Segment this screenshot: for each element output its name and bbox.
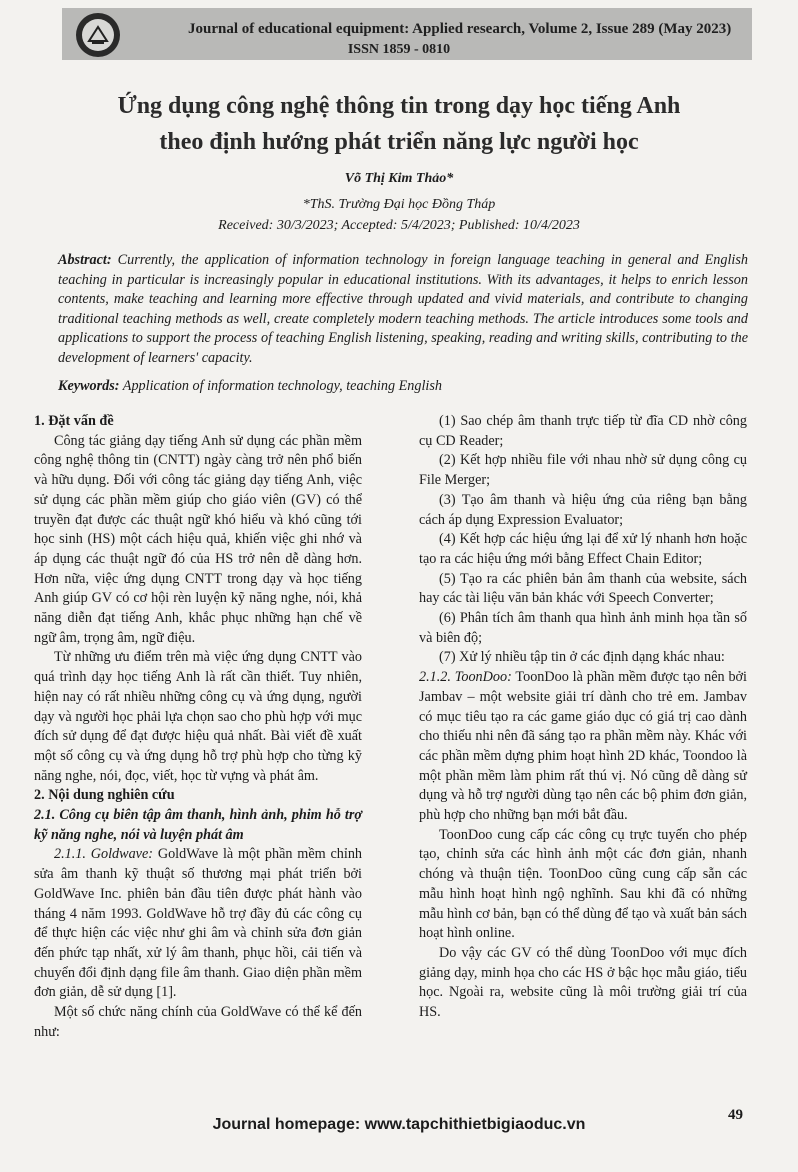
goldwave-text: GoldWave là một phần mềm chỉnh sửa âm thanh kỹ thuật số thương mại phát triển bởi GoldWave Inc. phiên bản đầu tiên được phát hành vào tháng 4 năm 1993. GoldWave hỗ trợ đầy đủ các công cụ để thực hiện các việc như ghi âm và chỉnh sửa đơn giản đến phức tạp nhất, xử lý âm thanh, phục hồi, cải tiến và chuyển đổi định dạng file âm thanh. Giao diện phần mềm đơn giản, dễ sử dụng [1]. — [34, 846, 363, 1001]
paragraph: Do vậy các GV có thể dùng ToonDoo với mục đích giảng dạy, minh họa cho các HS ở bậc học mẫu giáo, tiểu học. Ngoài ra, website cũng là môi trường giải trí của HS. — [419, 944, 747, 1021]
paragraph: ToonDoo cung cấp các công cụ trực tuyến cho phép tạo, chỉnh sửa các hình ảnh một các đơn giản, nhanh chóng và thuận tiện. ToonDoo cũng cung cấp sẵn các mẫu hình hoạt hình ngộ nghĩnh. Sau khi đã có những mẫu hình cơ bản, bạn có thể dùng để tạo và xuất bản sách hoạt hình online. — [419, 826, 747, 942]
list-item: (7) Xử lý nhiều tập tin ở các định dạng khác nhau: — [439, 649, 725, 666]
list-item: (4) Kết hợp các hiệu ứng lại để xử lý nhanh hơn hoặc tạo ra các hiệu ứng mới bằng Effect Chain Editor; — [419, 531, 747, 567]
list-item: (6) Phân tích âm thanh qua hình ảnh minh họa tần số và biên độ; — [419, 610, 747, 646]
paragraph: Một số chức năng chính của GoldWave có thể kể đến như: — [34, 1004, 362, 1040]
article-title-line-2: theo định hướng phát triển năng lực người học — [159, 129, 639, 155]
keywords-label: Keywords: — [58, 378, 120, 394]
affiliation: *ThS. Trường Đại học Đồng Tháp — [302, 197, 496, 212]
publication-dates: Received: 30/3/2023; Accepted: 5/4/2023; Published: 10/4/2023 — [218, 218, 580, 233]
section-heading-1: 1. Đặt vấn đề — [34, 413, 114, 429]
keywords — [58, 378, 748, 395]
goldwave-label: 2.1.1. Goldwave: — [54, 846, 153, 863]
subsection-heading-2-1: 2.1. Công cụ biên tập âm thanh, hình ảnh, phim hỗ trợ kỹ năng nghe, nói và luyện phát âm — [34, 807, 362, 843]
section-heading-2: 2. Nội dung nghiên cứu — [34, 787, 175, 804]
paragraph-goldwave — [34, 845, 362, 1003]
journal-homepage: Journal homepage: www.tapchithietbigiaoduc.vn — [212, 1116, 586, 1133]
toondoo-text: ToonDoo là phần mềm được tạo nên bởi Jambav – một website giải trí dành cho trẻ em. Jambav có mục tiêu tạo ra các game giáo dục có giá trị cao dành cho thiếu nhi nên đã sáng tạo ra phần mềm này. Khác với các phần mềm dựng phim hoạt hình 2D khác, Toondoo là một phần mềm làm phim rất thú vị. Nó cũng dễ dàng sử dụng và hỗ trợ người dùng tạo nên các bộ phim đơn giản, phù hợp cho những bạn mới bắt đầu. — [419, 669, 747, 824]
journal-citation: Journal of educational equipment: Applied research, Volume 2, Issue 289 (May 2023) — [188, 21, 732, 37]
list-item: (1) Sao chép âm thanh trực tiếp từ đĩa CD nhờ công cụ CD Reader; — [419, 413, 747, 449]
list-item: (5) Tạo ra các phiên bản âm thanh của website, sách hay các tài liệu văn bản khác với Speech Converter; — [419, 570, 747, 607]
toondoo-label: 2.1.2. ToonDoo: — [419, 669, 512, 686]
right-column — [419, 412, 747, 1023]
abstract-label: Abstract: — [58, 252, 112, 268]
left-column — [34, 412, 362, 1043]
keywords-text: Application of information technology, teaching English — [122, 378, 442, 394]
paragraph: Công tác giảng dạy tiếng Anh sử dụng các phần mềm công nghệ thông tin (CNTT) ngày càng trở nên phổ biến và hữu dụng. Đối với công tác giảng dạy tiếng Anh, việc sử dụng các phần mềm giúp cho giáo viên (GV) có thể truyền đạt được các thuật ngữ khó hiểu và khó cũng tới học sinh (HS) một cách hiệu quả, khiến việc ghi nhớ và áp dụng các thuật ngữ đó của HS trở nên dễ dàng hơn. Hơn nữa, việc ứng dụng CNTT trong dạy và học tiếng Anh giúp GV có cơ hội rèn luyện kỹ năng nghe, nói, khả năng diễn đạt tiếng Anh, khắc phục những hạn chế về ngữ âm, trọng âm, ngữ điệu. — [34, 432, 362, 646]
article-title-line-1: Ứng dụng công nghệ thông tin trong dạy học tiếng Anh — [117, 93, 681, 119]
paragraph: Từ những ưu điểm trên mà việc ứng dụng CNTT vào quá trình dạy học tiếng Anh là rất cần thiết. Tuy nhiên, hiện nay có rất nhiều những công cụ và ứng dụng, người dạy và người học phải lựa chọn sao cho phù hợp với mục đích sử dụng để đạt được hiệu quả nhất. Bài viết đề xuất một số công cụ và ứng dụng hỗ trợ phù hợp cho từng kỹ năng nghe, nói, đọc, viết, học từ vựng và phát âm. — [34, 649, 362, 784]
list-item: (2) Kết hợp nhiều file với nhau nhờ sử dụng công cụ File Merger; — [419, 452, 747, 489]
list-item: (3) Tạo âm thanh và hiệu ứng của riêng bạn bằng cách áp dụng Expression Evaluator; — [419, 491, 747, 528]
page-number: 49 — [728, 1107, 743, 1123]
abstract-text: Currently, the application of information technology in foreign language teaching in general and English teaching in particular is increasingly popular in educational institutions. With its advantages, it helps to enrich lesson contents, make teaching and learning more effective through updated and vivid materials, and contribute to changing traditional teaching methods as well, create completely modern teaching methods. The article introduces some tools and applications to support the process of teaching English listening, speaking, reading and writing skills, contributing to the development of learners' capacity. — [58, 252, 748, 366]
paragraph-toondoo — [419, 668, 747, 826]
issn: ISSN 1859 - 0810 — [347, 42, 451, 57]
abstract — [58, 251, 748, 369]
author: Võ Thị Kim Thảo* — [344, 171, 454, 186]
